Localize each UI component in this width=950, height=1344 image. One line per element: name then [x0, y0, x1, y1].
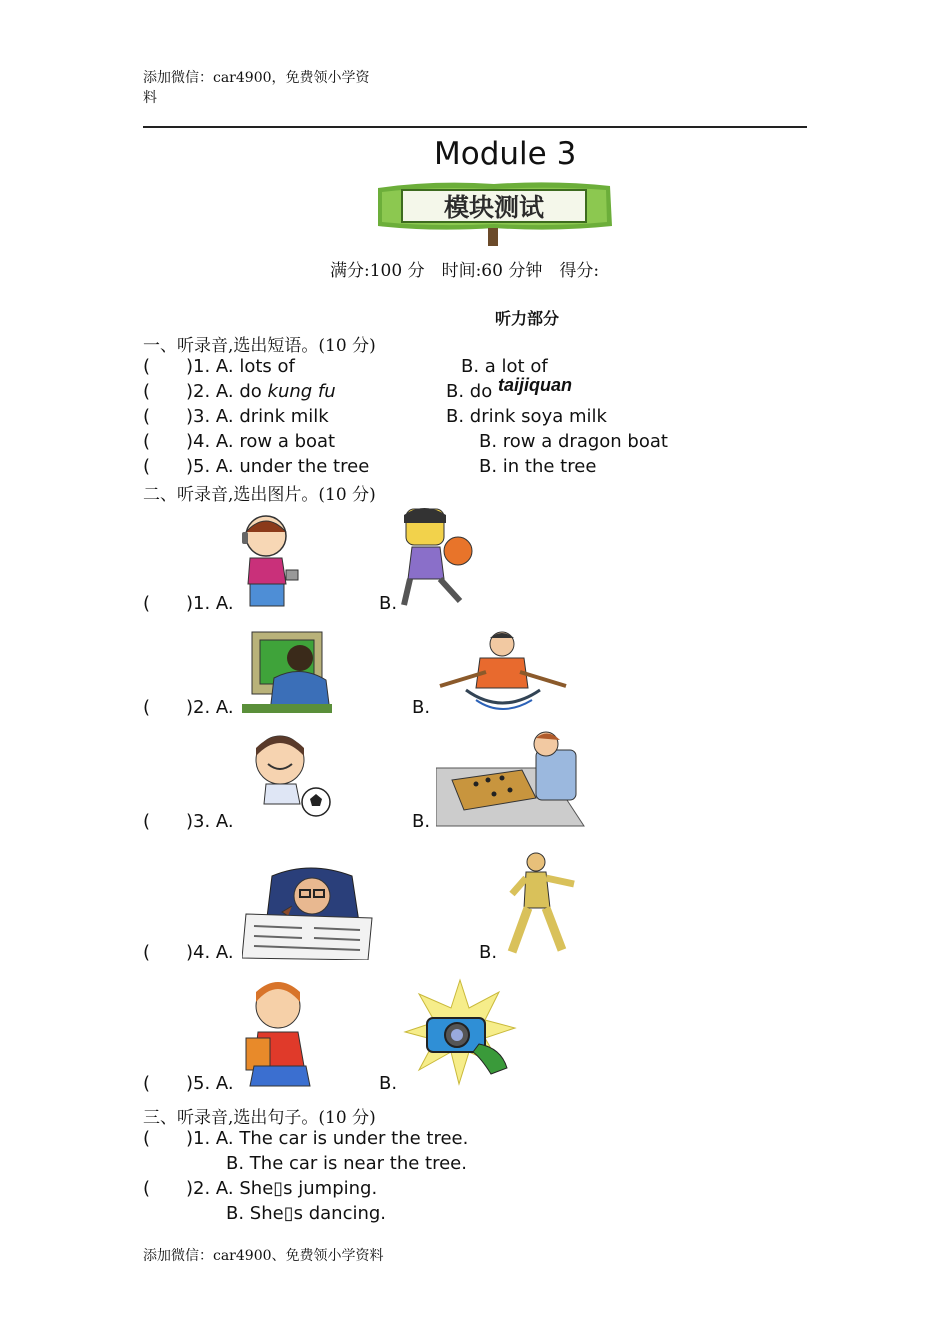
section2-heading: 二、听录音,选出图片。(10 分): [143, 485, 376, 505]
s2-item-3: [143, 811, 234, 832]
grandpa-newspaper-image: [242, 862, 378, 960]
s2-item-5-b: B.: [379, 1073, 398, 1094]
header-line-2: 料: [143, 90, 157, 106]
s3-item-2-b: B. She▯s dancing.: [226, 1203, 387, 1224]
score-time-line: 满分:100 分 时间:60 分钟 得分:: [330, 261, 600, 281]
man-chess-image: [436, 728, 586, 828]
header-rule: [143, 126, 807, 128]
option-a: )4. A. row a boat: [186, 431, 336, 452]
answer-bracket[interactable]: (: [143, 811, 151, 832]
answer-bracket[interactable]: (: [143, 1128, 151, 1149]
answer-bracket[interactable]: (: [143, 1178, 151, 1199]
answer-bracket[interactable]: (: [143, 697, 151, 718]
banner-text: 模块测试: [443, 193, 545, 222]
answer-bracket[interactable]: (: [143, 1073, 151, 1094]
option-a: )3. A. drink milk: [186, 406, 329, 427]
camera-image: [403, 978, 517, 1086]
option-a: )3. A.: [186, 811, 234, 832]
s1-item-2-b: [446, 375, 572, 402]
s3-item-1-b: B. The car is near the tree.: [226, 1153, 467, 1174]
header-line-1: 添加微信：car4900，免费领小学资: [143, 70, 370, 86]
s2-item-1: [143, 593, 234, 614]
footer-text: 添加微信：car4900、免费领小学资料: [143, 1248, 384, 1264]
option-b: B. do: [446, 381, 498, 402]
option-b-italic: taijiquan: [497, 375, 572, 395]
s2-item-4-b: B.: [479, 942, 498, 963]
answer-bracket[interactable]: (: [143, 456, 151, 477]
man-taijiquan-image: [502, 850, 582, 958]
s1-item-5: [143, 456, 369, 477]
option-a: )2. A.: [186, 697, 234, 718]
s1-item-1-b: B. a lot of: [461, 356, 548, 377]
s2-item-3-b: B.: [412, 811, 431, 832]
option-a: )2. A. do: [186, 381, 268, 402]
s3-item-2: [143, 1178, 377, 1199]
s1-item-3-b: B. drink soya milk: [446, 406, 607, 427]
s1-item-3: [143, 406, 329, 427]
option-a: )1. A. The car is under the tree.: [186, 1128, 469, 1149]
option-a: )5. A.: [186, 1073, 234, 1094]
boy-reading-image: [240, 978, 314, 1090]
option-a: )4. A.: [186, 942, 234, 963]
boy-headphones-image: [238, 510, 302, 610]
s1-item-4: [143, 431, 335, 452]
answer-bracket[interactable]: (: [143, 356, 151, 377]
s2-item-5: [143, 1073, 234, 1094]
boy-watching-tv-image: [242, 628, 332, 713]
s1-item-4-b: B. row a dragon boat: [479, 431, 668, 452]
option-a: )1. A.: [186, 593, 234, 614]
s3-item-1: [143, 1128, 468, 1149]
s2-item-4: [143, 942, 234, 963]
s2-item-2: [143, 697, 234, 718]
answer-bracket[interactable]: (: [143, 431, 151, 452]
s2-item-2-b: B.: [412, 697, 431, 718]
option-a: )5. A. under the tree: [186, 456, 370, 477]
section3-heading: 三、听录音,选出句子。(10 分): [143, 1108, 376, 1128]
answer-bracket[interactable]: (: [143, 406, 151, 427]
option-a: )1. A. lots of: [186, 356, 295, 377]
child-rowing-image: [436, 628, 570, 713]
s2-item-1-b: B.: [379, 593, 398, 614]
answer-bracket[interactable]: (: [143, 381, 151, 402]
s1-item-2: [143, 381, 336, 402]
option-a: )2. A. She▯s jumping.: [186, 1178, 378, 1199]
test-banner: [374, 178, 614, 248]
s1-item-5-b: B. in the tree: [479, 456, 597, 477]
option-a-italic: kung fu: [267, 381, 336, 402]
section1-heading: 一、听录音,选出短语。(10 分): [143, 336, 376, 356]
answer-bracket[interactable]: (: [143, 942, 151, 963]
answer-bracket[interactable]: (: [143, 593, 151, 614]
s1-item-1: [143, 356, 295, 377]
page-title: Module 3: [434, 136, 577, 172]
listening-label: 听力部分: [495, 309, 560, 328]
boy-basketball-image: [400, 505, 476, 610]
boy-football-image: [246, 730, 334, 820]
